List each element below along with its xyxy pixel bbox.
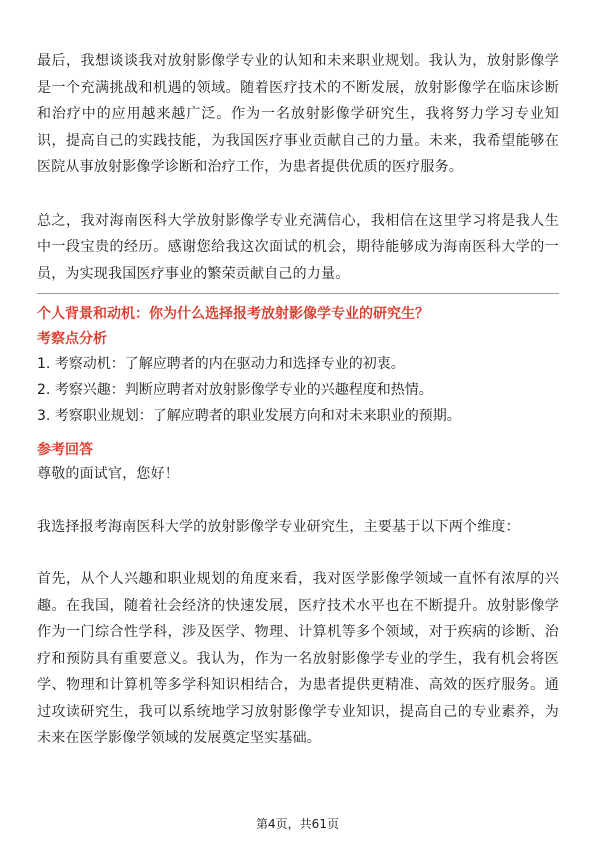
document-page xyxy=(37,48,559,752)
spacer xyxy=(37,488,559,514)
spacer xyxy=(37,181,559,208)
analysis-label: 考察点分析 xyxy=(37,331,107,347)
spacer xyxy=(37,540,559,566)
section-divider xyxy=(37,293,559,294)
analysis-item-1: 1. 考察动机：了解应聘者的内在驱动力和选择专业的初衷。 xyxy=(37,356,405,372)
analysis-item-2: 2. 考察兴趣：判断应聘者对放射影像学专业的兴趣程度和热情。 xyxy=(37,382,433,398)
page-number: 第4页，共61页 xyxy=(256,817,339,831)
answer-label: 参考回答 xyxy=(37,442,93,458)
answer-greeting: 尊敬的面试官，您好！ xyxy=(37,466,179,482)
intro-paragraph-2: 总之，我对海南医科大学放射影像学专业充满信心，我相信在这里学习将是我人生中一段宝贵的经历。感谢您给我这次面试的机会，期待能够成为海南医科大学的一员，为实现我国医疗事业的繁荣贡献自己的力量。 xyxy=(37,212,559,282)
analysis-item-3: 3. 考察职业规划：了解应聘者的职业发展方向和对未来职业的预期。 xyxy=(37,408,461,424)
answer-paragraph-2: 首先，从个人兴趣和职业规划的角度来看，我对医学影像学领域一直怀有浓厚的兴趣。在我国，随着社会经济的快速发展，医疗技术水平也在不断提升。放射影像学作为一门综合性学科，涉及医学、物理、计算机等多个领域，对于疾病的诊断、治疗和预防具有重要意义。我认为，作为一名放射影像学专业的学生，我有机会将医学、物理和计算机等多学科知识相结合，为患者提供更精准、高效的医疗服务。通过攻读研究生，我可以系统地学习放射影像学专业知识，提高自己的专业素养，为未来在医学影像学领域的发展奠定坚实基础。 xyxy=(37,571,559,746)
answer-paragraph-1: 我选择报考海南医科大学的放射影像学专业研究生，主要基于以下两个维度： xyxy=(37,518,520,535)
interview-question: 个人背景和动机：你为什么选择报考放射影像学专业的研究生？ xyxy=(37,306,429,322)
intro-paragraph-1: 最后，我想谈谈我对放射影像学专业的认知和未来职业规划。我认为，放射影像学是一个充满挑战和机遇的领域。随着医疗技术的不断发展，放射影像学在临床诊断和治疗中的应用越来越广泛。作为一名放射影像学研究生，我将努力学习专业知识，提高自己的实践技能，为我国医疗事业贡献自己的力量。未来，我希望能够在医院从事放射影像学诊断和治疗工作，为患者提供优质的医疗服务。 xyxy=(37,53,559,175)
